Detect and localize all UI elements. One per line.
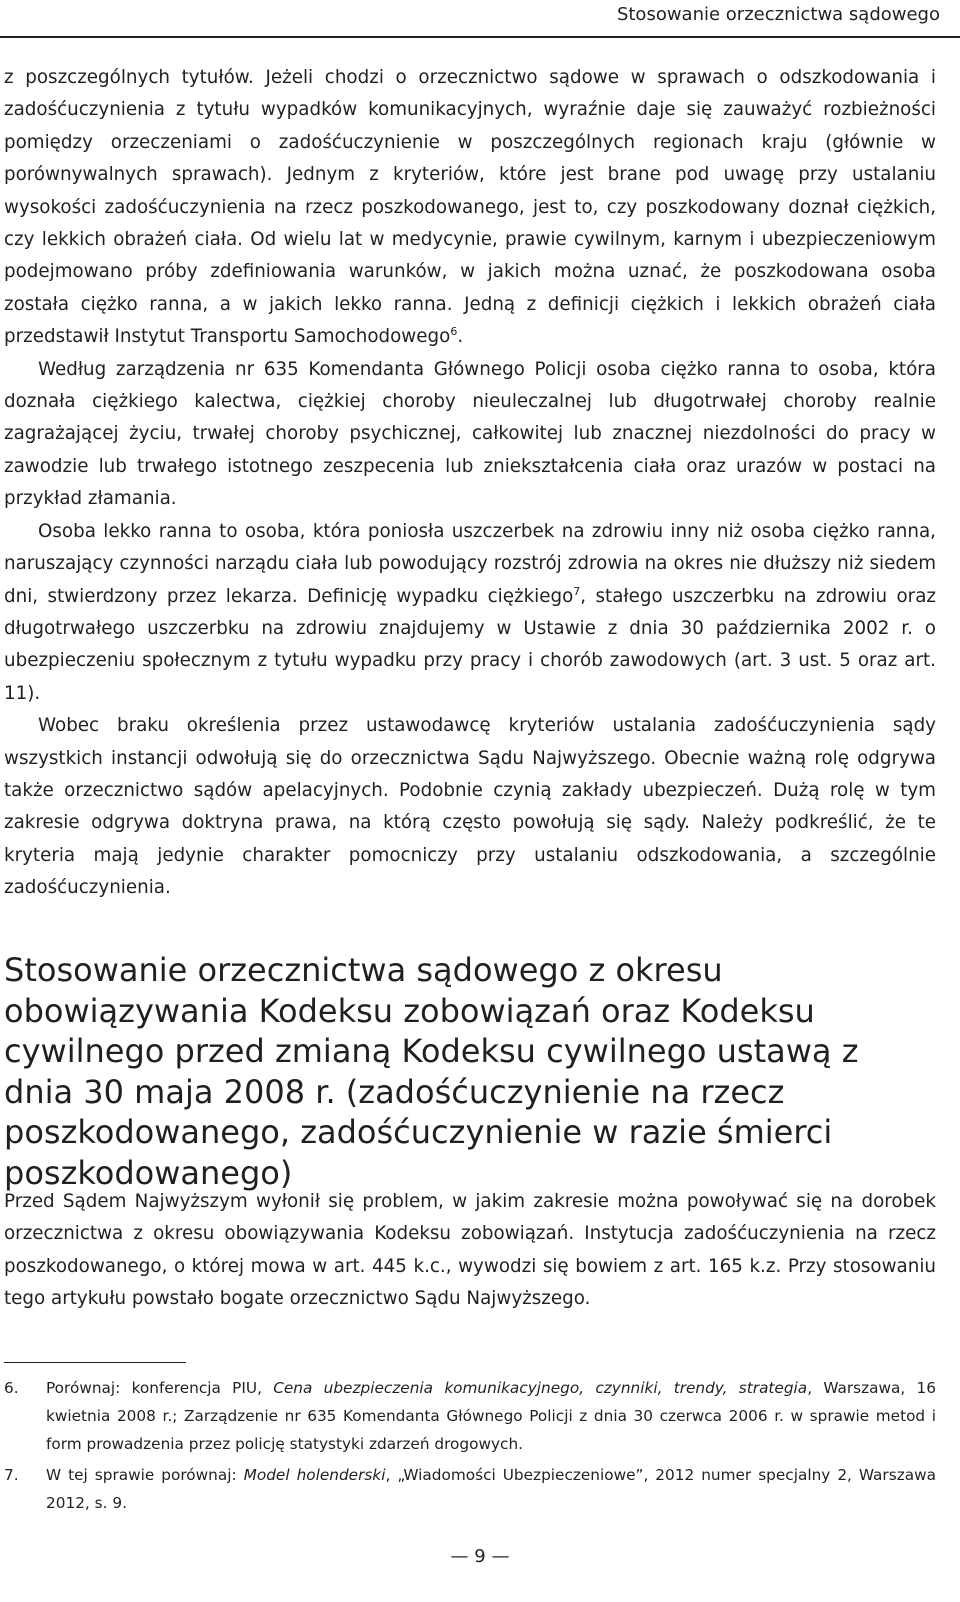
- footnote-rule: [4, 1362, 186, 1363]
- paragraph-3-end: , stałego uszczerbku na zdrowiu oraz długotrwałego uszczerbku na zdrowiu znajdujemy w Ustawie z dnia 30 października 2002 r. o ubezpieczeniu społecznym z tytułu wypadku przy pracy i chorób zawodowych (art. 3 ust. 5 oraz art. 11).: [4, 585, 936, 704]
- footnote-italic-title: Cena ubezpieczenia komunikacyjnego, czynniki, trendy, strategia: [273, 1379, 808, 1397]
- section-paragraph: Przed Sądem Najwyższym wyłonił się problem, w jakim zakresie można powoływać się na dorobek orzecznictwa z okresu obowiązywania Kodeksu zobowiązań. Instytucja zadośćuczynienia na rzecz poszkodowanego, o której mowa w art. 445 k.c., wywodzi się bowiem z art. 165 k.z. Przy stosowaniu tego artykułu powstało bogate orzecznictwo Sądu Najwyższego.: [4, 1191, 936, 1310]
- paragraph-3: [4, 516, 936, 710]
- paragraph-4: Wobec braku określenia przez ustawodawcę kryteriów ustalania zadośćuczynienia sądy wszystkich instancji odwołują się do orzecznictwa Sądu Najwyższego. Obecnie ważną rolę odgrywa także orzecznictwo sądów apelacyjnych. Podobnie czynią zakłady ubezpieczeń. Dużą rolę w tym zakresie odgrywa doktryna prawa, na którą często powołują się sądy. Należy podkreślić, że te kryteria mają jedynie charakter pomocniczy przy ustalaniu odszkodowania, a szczególnie zadośćuczynienia.: [4, 715, 936, 899]
- header-rule: [0, 36, 960, 38]
- footnote-7: [4, 1461, 936, 1517]
- footnote-ref-7[interactable]: 7: [573, 584, 581, 598]
- section-text: [4, 1186, 936, 1316]
- footnote-text-end: , „Wiadomości Ubezpieczeniowe”, 2012 numer specjalny 2, Warszawa 2012, s. 9.: [46, 1466, 936, 1512]
- footnote-ref-6[interactable]: 6: [450, 325, 458, 339]
- footnote-number: 7.: [4, 1466, 19, 1484]
- main-text: [4, 62, 936, 905]
- paragraph-1-end: .: [457, 326, 464, 348]
- footnote-6: [4, 1374, 936, 1458]
- footnote-text-end: , Warszawa, 16 kwietnia 2008 r.; Zarządzenie nr 635 Komendanta Głównego Policji z dnia 30 czerwca 2006 r. w sprawie metod i form prowadzenia przez policję statystyki zdarzeń drogowych.: [46, 1379, 936, 1453]
- footnote-number: 6.: [4, 1379, 19, 1397]
- footnote-text-start: W tej sprawie porównaj:: [46, 1466, 244, 1484]
- paragraph-1-text: z poszczególnych tytułów. Jeżeli chodzi o orzecznictwo sądowe w sprawach o odszkodowania i zadośćuczynienia z tytułu wypadków komunikacyjnych, wyraźnie daje się zauważyć rozbieżności pomiędzy orzeczeniami o zadośćuczynienie w poszczególnych regionach kraju (głównie w porównywalnych sprawach). Jednym z kryteriów, które jest brane pod uwagę przy ustalaniu wysokości zadośćuczynienia na rzecz poszkodowanego, jest to, czy poszkodowany doznał ciężkich, czy lekkich obrażeń ciała. Od wielu lat w medycynie, prawie cywilnym, karnym i ubezpieczeniowym podejmowano próby zdefiniowania warunków, w jakich można uznać, że poszkodowana osoba została ciężko ranna, a w jakich lekko ranna. Jedną z definicji ciężkich i lekkich obrażeń ciała przedstawił Instytut Transportu Samochodowego: [4, 67, 936, 348]
- footnotes: [4, 1374, 936, 1520]
- footnote-italic-title: Model holenderski: [243, 1466, 386, 1484]
- footnote-text-start: Porównaj: konferencja PIU,: [46, 1379, 274, 1397]
- footnote-text: [46, 1461, 936, 1517]
- paragraph-2: Według zarządzenia nr 635 Komendanta Głównego Policji osoba ciężko ranna to osoba, która doznała ciężkiego kalectwa, ciężkiej choroby nieuleczalnej lub długotrwałej choroby realnie zagrażającej życiu, trwałej choroby psychicznej, całkowitej lub znacznej niezdolności do pracy w zawodzie lub trwałego istotnego zeszpecenia lub zniekształcenia ciała oraz urazów w postaci na przykład złamania.: [4, 358, 936, 510]
- footnote-text: [46, 1374, 936, 1458]
- paragraph-3-text: Osoba lekko ranna to osoba, która poniosła uszczerbek na zdrowiu inny niż osoba ciężko ranna, naruszający czynności narządu ciała lub powodujący rozstrój zdrowia na okres nie dłuższy niż siedem dni, stwierdzony przez lekarza. Definicję wypadku ciężkiego: [4, 520, 936, 607]
- section-heading: Stosowanie orzecznictwa sądowego z okresu obowiązywania Kodeksu zobowiązań oraz Kodeksu cywilnego przed zmianą Kodeksu cywilnego ustawą z dnia 30 maja 2008 r. (zadośćuczynienie na rzecz poszkodowanego, zadośćuczynienie w razie śmierci poszkodowanego): [4, 951, 859, 1192]
- running-header: Stosowanie orzecznictwa sądowego: [616, 4, 940, 25]
- paragraph-1: [4, 62, 936, 354]
- page-number: — 9 —: [450, 1546, 510, 1567]
